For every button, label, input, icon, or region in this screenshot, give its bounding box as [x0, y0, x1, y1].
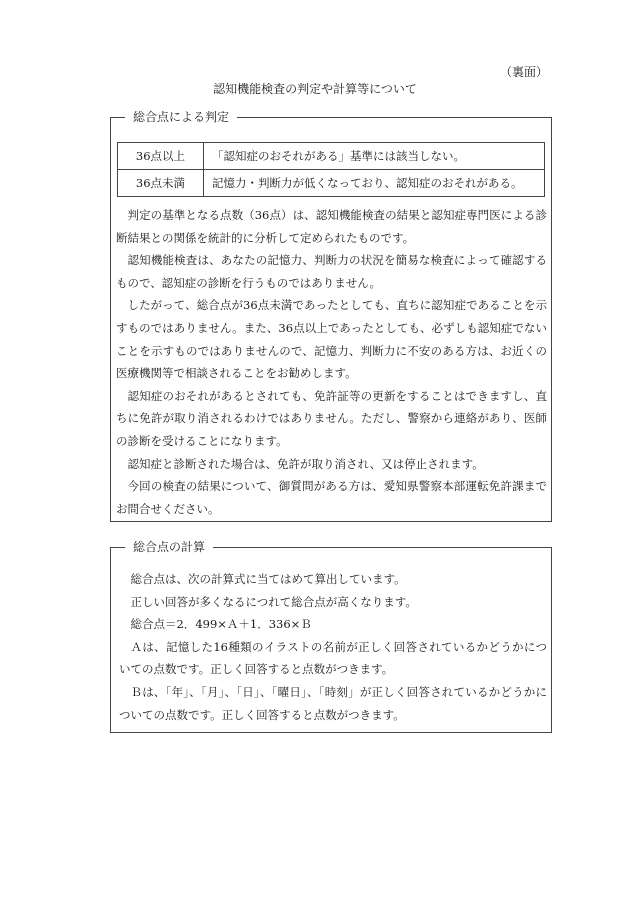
score-cell: 36点未満 — [118, 170, 204, 197]
judgment-section — [110, 110, 552, 522]
formula: 総合点＝2．499×Ａ＋1．336×Ｂ — [130, 617, 312, 632]
paragraph: 総合点は、次の計算式に当てはめて算出しています。 — [130, 572, 406, 586]
paragraph: 今回の検査の結果について、御質問がある方は、愛知県警察本部運転免許課までお問合せください。 — [116, 479, 547, 516]
calculation-section-heading: 総合点の計算 — [125, 539, 213, 555]
paragraph: 判定の基準となる点数（36点）は、認知機能検査の結果と認知症専門医による診断結果との関係を統計的に分析して定められたものです。 — [116, 208, 547, 245]
calculation-section — [110, 540, 552, 733]
table-row — [118, 143, 545, 170]
judgment-table — [117, 142, 545, 197]
judgment-section-heading: 総合点による判定 — [125, 109, 237, 125]
paragraph: 認知症と診断された場合は、免許が取り消され、又は停止されます。 — [127, 456, 484, 471]
paragraph: 正しい回答が多くなるにつれて総合点が高くなります。 — [130, 594, 417, 609]
score-cell: 36点以上 — [118, 143, 204, 170]
paragraph: したがって、総合点が36点未満であったとしても、直ちに認知症であることを示すものではありません。また、36点以上であったとしても、必ずしも認知症でないことを示すものではありませんので、記憶力、判断力に不安のある方は、お近くの医療機関等で相談されることをお勧めします。 — [116, 298, 547, 381]
page-title: 認知機能検査の判定や計算等について — [213, 82, 417, 96]
paragraph: 認知機能検査は、あなたの記憶力、判断力の状況を簡易な検査によって確認するもので、認知症の診断を行うものではありません。 — [116, 253, 547, 290]
paragraph: Ｂは、「年」、「月」、「日」、「曜日」、「時刻」が正しく回答されているかどうかについての点数です。正しく回答すると点数がつきます。 — [119, 684, 547, 722]
page-side-label: （裏面） — [499, 65, 548, 79]
table-row — [118, 170, 545, 197]
result-cell: 「認知症のおそれがある」基準には該当しない。 — [204, 143, 545, 170]
paragraph: Ａは、記憶した16種類のイラストの名前が正しく回答されているかどうかについての点数です。正しく回答すると点数がつきます。 — [119, 639, 547, 677]
calculation-text — [119, 568, 547, 726]
result-cell: 記憶力・判断力が低くなっており、認知症のおそれがある。 — [204, 170, 545, 197]
paragraph: 認知症のおそれがあるとされても、免許証等の更新をすることはできますし、直ちに免許が取り消されるわけではありません。ただし、警察から連絡があり、医師の診断を受けることになります。 — [116, 388, 547, 448]
judgment-text — [116, 204, 547, 520]
